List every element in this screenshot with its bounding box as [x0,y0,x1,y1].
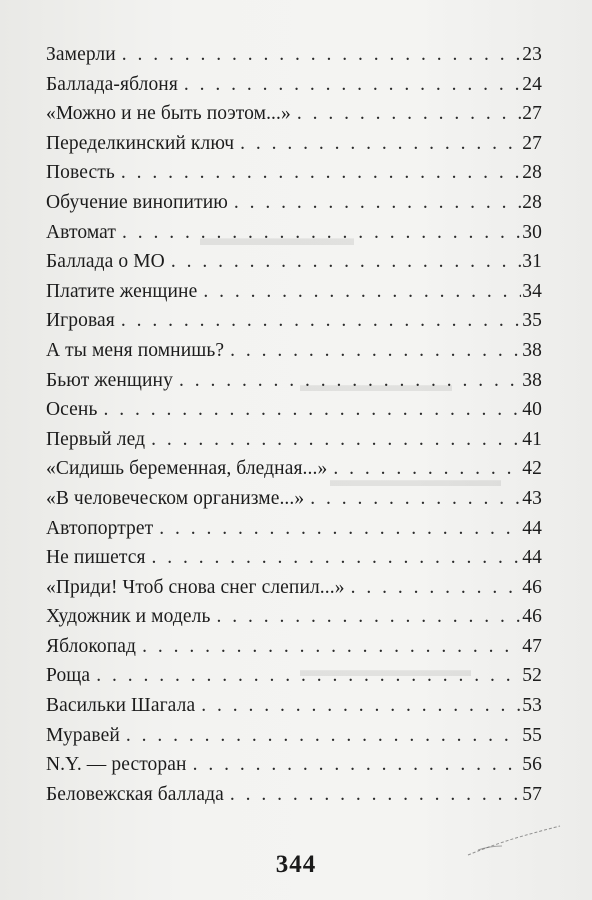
dot-leader [121,306,521,336]
toc-entry [46,395,542,425]
toc-entry-page: 23 [522,44,542,65]
dot-leader [230,780,521,810]
dot-leader [142,632,521,662]
toc-entry-page: 56 [522,754,542,776]
toc-entry-title: Не пишется [46,547,146,569]
dot-leader [122,40,522,70]
toc-entry [46,366,542,396]
dot-leader [152,543,522,573]
toc-entry-title: Художник и модель [46,606,211,628]
toc-entry [46,336,542,366]
dot-leader [351,573,522,603]
dot-leader [184,70,521,100]
toc-entry-title: Повесть [46,162,115,184]
toc-entry [46,99,542,129]
toc-entry [46,514,542,544]
toc-entry-page: 30 [522,221,542,243]
toc-entry [46,484,542,514]
dot-leader [230,336,521,366]
toc-entry-title: Яблокопад [46,635,137,657]
toc-entry [46,218,542,248]
dot-leader [171,247,521,277]
dot-leader [203,277,521,307]
toc-entry-page: 38 [522,339,542,361]
toc-entry-page: 27 [522,103,542,125]
toc-entry [46,454,542,484]
dot-leader [234,188,521,218]
toc-entry [46,632,542,662]
toc-entry [46,158,542,188]
toc-entry [46,129,542,159]
toc-entry-title: А ты меня помнишь? [46,339,225,361]
toc-entry-page: 35 [522,310,542,332]
toc-entry-page: 31 [522,251,542,273]
toc-entry-title: N.Y. — ресторан [46,754,187,776]
toc-entry-page: 28 [522,162,542,184]
dot-leader [310,484,521,514]
toc-entry-page: 55 [522,724,542,746]
toc-entry-title: Игровая [46,310,115,332]
page-number: 344 [275,851,317,878]
dot-leader [179,366,521,396]
toc-entry [46,573,542,603]
toc-entry-title: Замерли [46,44,116,65]
toc-entry-page: 34 [522,280,542,302]
dot-leader [297,99,521,129]
toc-entry-page: 44 [522,517,542,539]
toc-entry [46,70,542,100]
show-through: ▬▬▬▬▬▬▬▬ [300,375,452,396]
toc-entry-page: 24 [522,73,542,95]
dot-leader [122,218,521,248]
toc-entry-page: 47 [522,635,542,657]
toc-entry [46,425,542,455]
toc-entry-title: Бьют женщину [46,369,173,391]
toc-entry-title: Обучение винопитию [46,191,228,213]
toc-entry-title: «Сидишь беременная, бледная...» [46,458,328,480]
toc-entry-page: 43 [522,487,542,509]
toc-entry-title: «Можно и не быть поэтом...» [46,103,291,125]
dot-leader [159,514,521,544]
toc-entry-page: 28 [522,191,542,213]
toc-entry [46,306,542,336]
toc-entry-page: 57 [522,783,542,805]
toc-entry-title: Баллада-яблоня [46,73,178,95]
toc-entry-title: Первый лед [46,428,146,450]
toc-entry [46,750,542,780]
toc-entry-page: 41 [522,428,542,450]
toc-entry-title: «Приди! Чтоб снова снег слепил...» [46,576,345,598]
toc-entry-title: Баллада о МО [46,251,165,273]
dot-leader [193,750,522,780]
toc-entry [46,661,542,691]
show-through: ▬▬▬▬▬▬▬ [200,225,354,250]
toc-entry [46,40,542,70]
toc-entry [46,602,542,632]
dot-leader [240,129,521,159]
toc-entry-page: 46 [522,576,542,598]
toc-entry-title: Васильки Шагала [46,695,196,717]
dot-leader [96,661,521,691]
toc-entry-title: Переделкинский ключ [46,132,235,154]
dot-leader [333,454,521,484]
toc-entry-page: 53 [522,695,542,717]
dot-leader [217,602,522,632]
toc-entry-page: 46 [522,606,542,628]
toc-entry-title: Платите женщине [46,280,198,302]
toc-entry [46,188,542,218]
dot-leader [103,395,521,425]
toc-entry-title: Муравей [46,724,120,746]
toc-entry-page: 40 [522,399,542,421]
toc-entry [46,247,542,277]
toc-entry-page: 38 [522,369,542,391]
dot-leader [121,158,521,188]
toc-entry [46,780,542,810]
table-of-contents [46,40,542,809]
toc-entry-page: 27 [522,132,542,154]
toc-entry [46,721,542,751]
toc-entry-title: Осень [46,399,98,421]
toc-entry-page: 42 [522,458,542,480]
toc-entry [46,691,542,721]
toc-entry [46,277,542,307]
toc-entry-page: 44 [522,547,542,569]
toc-entry [46,543,542,573]
toc-entry-title: Автомат [46,221,117,243]
toc-entry-title: «В человеческом организме...» [46,487,305,509]
show-through: ▬▬▬▬▬▬▬▬▬ [330,470,501,491]
show-through: ▬▬▬▬▬▬▬▬▬ [300,660,471,681]
dot-leader [126,721,521,751]
dot-leader [201,691,521,721]
toc-entry-title: Беловежская баллада [46,783,224,805]
toc-entry-title: Автопортрет [46,517,154,539]
toc-entry-title: Роща [46,665,91,687]
dot-leader [151,425,521,455]
toc-entry-page: 52 [522,665,542,687]
